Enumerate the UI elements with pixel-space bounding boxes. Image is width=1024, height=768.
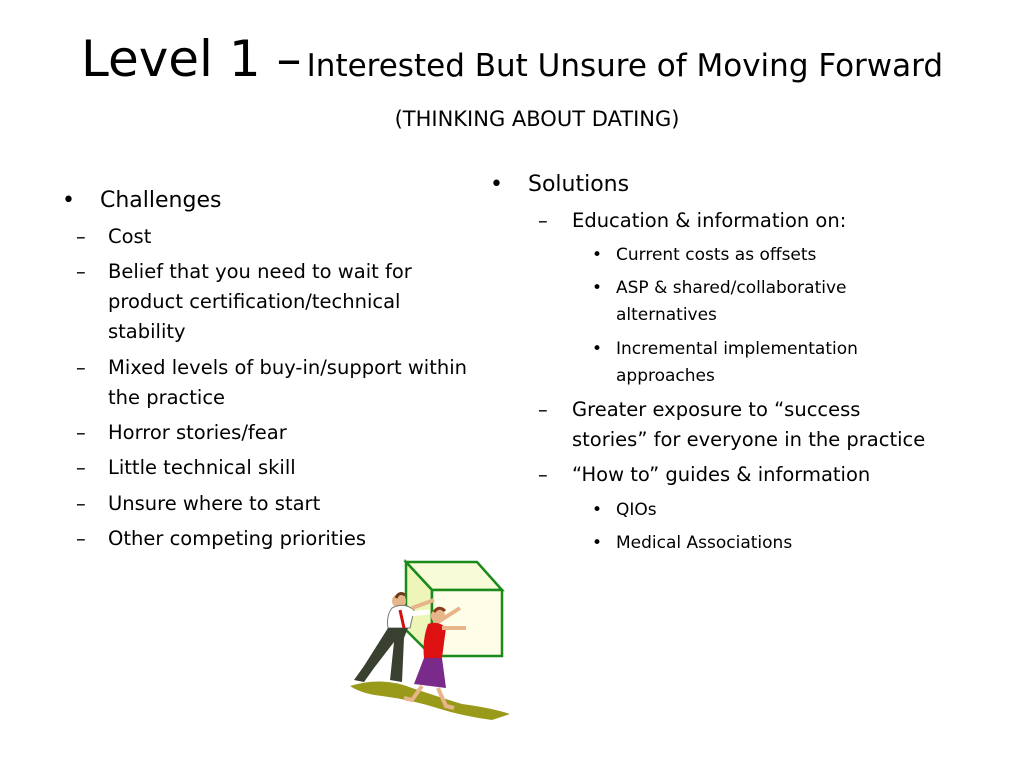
solutions-heading: • Solutions [490, 170, 940, 201]
title-description: Interested But Unsure of Moving Forward [306, 48, 944, 84]
title-level: Level 1 – [80, 30, 302, 88]
challenge-item: – Unsure where to start [76, 491, 321, 515]
slide-subtitle: (THINKING ABOUT DATING) [394, 107, 680, 131]
challenge-item: – Belief that you need to wait for product certification/technical stability [76, 260, 412, 344]
solution-subitem: • Medical Associations [592, 532, 793, 553]
solution-subitem: • Incremental implementation approaches [592, 338, 858, 386]
challenge-item: – Little technical skill [76, 456, 296, 480]
challenge-item: – Mixed levels of buy-in/support within the practice [76, 355, 468, 409]
solution-subitem: • QIOs [592, 499, 657, 520]
solution-item: – Education & information on: [538, 208, 847, 232]
solution-subitem: • ASP & shared/collaborative alternatives [592, 278, 847, 326]
challenge-item: – Other competing priorities [76, 526, 366, 550]
solution-item: – “How to” guides & information [538, 463, 871, 487]
challenges-heading: • Challenges [62, 186, 482, 217]
solution-item: – Greater exposure to “success stories” for everyone in the practice [538, 397, 926, 452]
solutions-column [490, 170, 940, 557]
challenge-item: – Horror stories/fear [76, 421, 287, 445]
slide-title [0, 30, 1024, 88]
challenges-column [62, 186, 482, 554]
challenge-item: – Cost [76, 224, 152, 248]
people-pushing-box-icon [342, 558, 514, 726]
solution-subitem: • Current costs as offsets [592, 245, 817, 266]
